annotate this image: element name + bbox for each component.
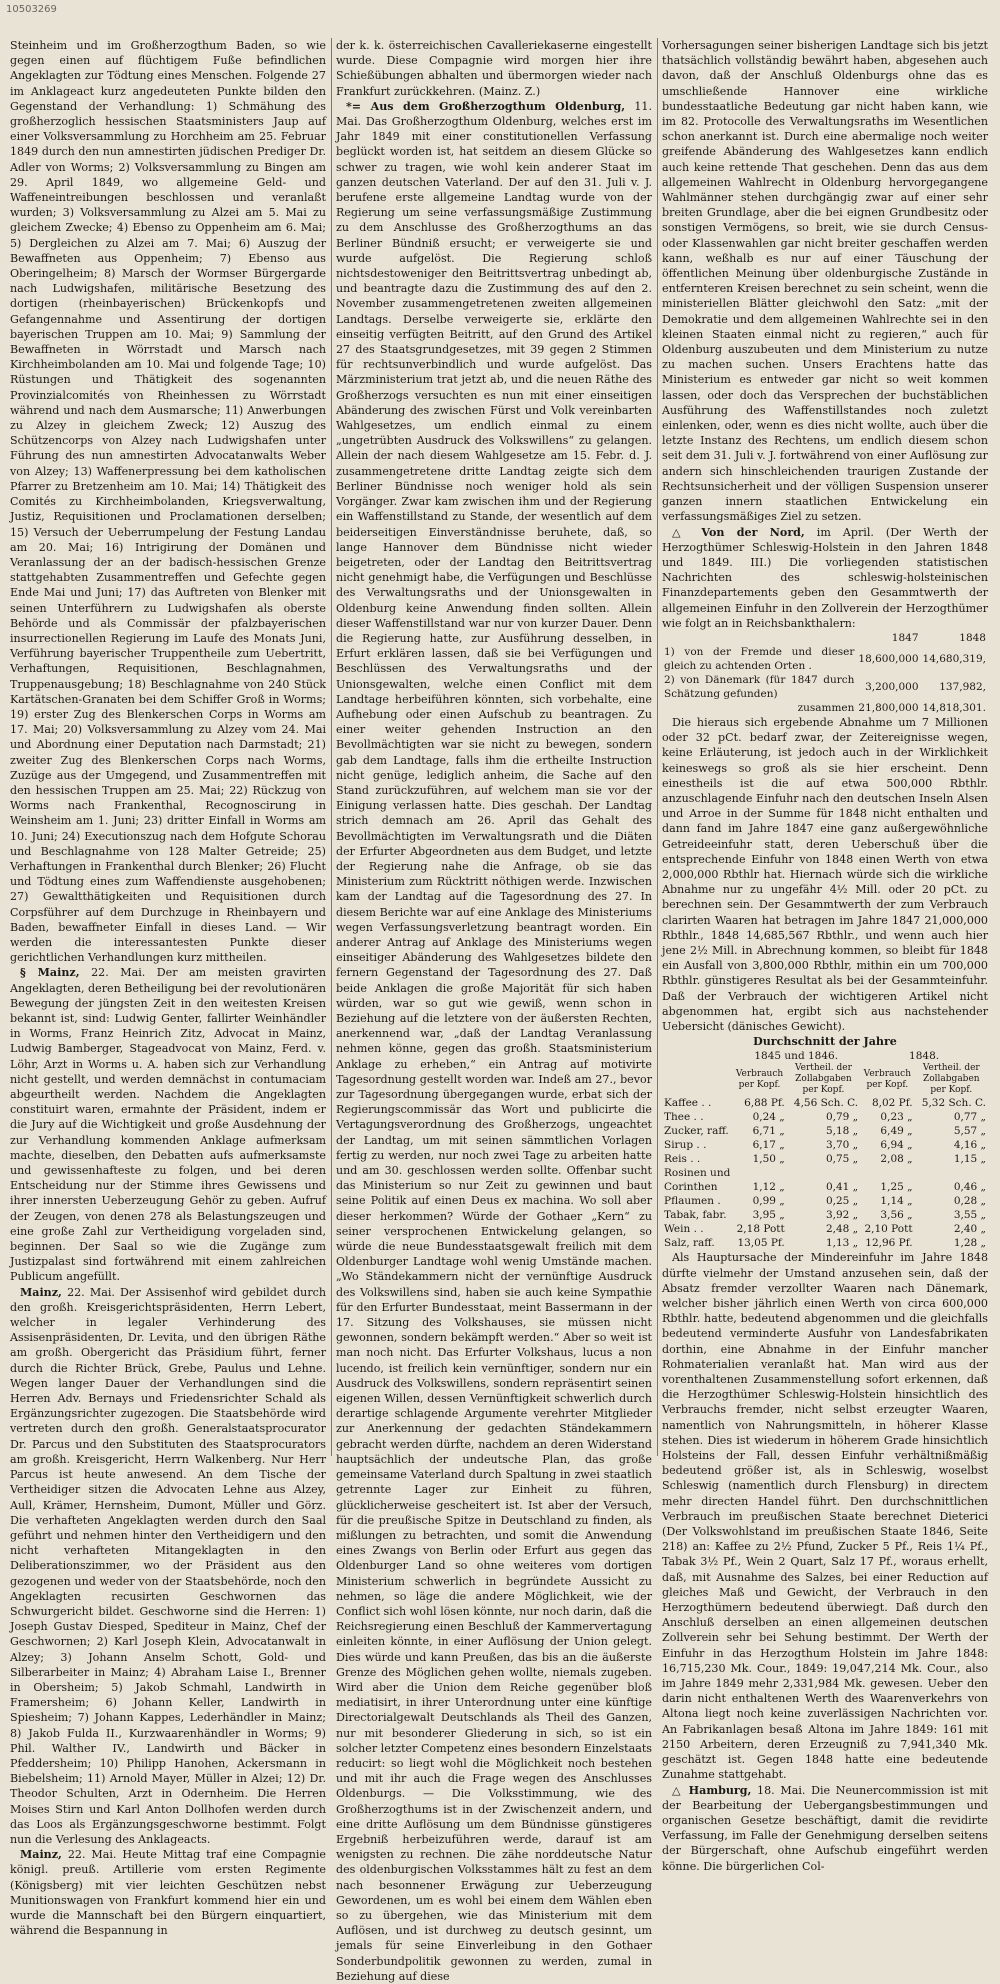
table-row <box>662 1096 988 1110</box>
table-cell <box>860 1166 914 1180</box>
table-cell <box>787 1166 860 1180</box>
table-cell: 1) von der Fremde und dieser gleich zu achtenden Orten . <box>664 645 855 672</box>
table-header: 1845 und 1846. <box>754 1050 839 1063</box>
table-cell: Pflaumen . <box>664 1195 721 1208</box>
article-paragraph <box>10 1285 326 1848</box>
table-cell: 4,16 „ <box>953 1139 986 1152</box>
article-paragraph <box>662 525 988 631</box>
table-header: Verbrauch per Kopf. <box>863 1068 912 1090</box>
table-cell: 137,982, <box>939 680 986 693</box>
table-cell: 0,25 „ <box>825 1195 859 1208</box>
table-cell: 8,02 Pf. <box>871 1097 913 1110</box>
article-paragraph: Die hieraus sich ergebende Abnahme um 7 Millionen oder 32 pCt. bedarf zwar, der Zeitereignisse wegen, keine Erläuterung, ist jedoch auch in der Wirklichkeit keineswegs so groß als sie hier erscheint. Denn einestheils ist die auf etwa 500,000 Rbthlr. anzuschlagende Einfuhr nach den deutschen Inseln Alsen und Arroe in der Summe für 1848 nicht enthalten und dann fand im Jahre 1847 eine ganz außergewöhnliche Getreideeinfuhr statt, deren Ueberschuß über die entsprechende Einfuhr von 1848 einen Werth von etwa 2,000,000 Rbthlr hat. Hiernach würde sich die wirkliche Abnahme nur zu ungefähr 4½ Mill. oder 20 pCt. zu berechnen sein. Der Gesammtwerth der zum Verbrauch clarirten Waaren hat betragen im Jahre 1847 21,000,000 Rbthlr., 1848 14,685,567 Rbthlr., und wenn auch hier jene 2½ Mill. in Abrechnung kommen, so bleibt für 1848 ein Ausfall von 3,800,000 Rbthlr, mithin ein um 700,000 Rbthlr. günstigeres Resultat als bei der Gesammteinfuhr. Daß der Verbrauch der wichtigeren Artikel nicht abgenommen hat, ergibt sich aus nachstehender Uebersicht (dänisches Gewicht). <box>662 715 988 1033</box>
table-cell: Reis . . <box>664 1153 701 1166</box>
dateline: *= Aus dem Großherzogthum Oldenburg, <box>346 99 626 113</box>
table-row <box>662 631 988 645</box>
table-cell: 13,05 Pf. <box>737 1237 785 1250</box>
table-cell: 21,800,000 <box>858 701 919 714</box>
table-cell: 2,18 Pott <box>736 1223 785 1236</box>
table-cell: 6,88 Pf. <box>744 1097 785 1110</box>
table-header <box>662 1063 732 1096</box>
article-text: 22. Mai. Der Assisenhof wird gebildet durch den großh. Kreisgerichtspräsidenten, Herrn Lebert, welcher in legaler Verhinderung des Assisenpräsidenten, Dr. Levita, und den übrigen Räthe am großh. Obergericht das Präsidium führt, ferner durch die Richter Brück, Grebe, Paulus und Lehne. Wegen langer Dauer der Verhandlungen sind die Herren Adv. Bernays und Friedensrichter Schald als Ergänzungsrichter zugezogen. Die Staatsbehörde wird vertreten durch den großh. Generalstaatsprocurator Dr. Parcus und den Substituten des Staatsprocurators am großh. Kreisgericht, Herrn Walkenberg. Nur Herr Parcus ist heute anwesend. An dem Tische der Vertheidiger sitzen die Advocaten Lehne aus Alzey, Aull, Krämer, Hernsheim, Dumont, Müller und Görz. Die verhafteten Angeklagten werden durch den Saal geführt und nehmen hinter den Vertheidigern und den nicht verhafteten Mitangeklagten in den Deliberationszimmer, wo der Präsident aus den gezogenen und weder von der Staatsbehörde, noch den Angeklagten recusirten Geschwornen das Schwurgericht bildet. Geschworne sind die Herren: 1) Joseph Gustav Diesped, Spediteur in Mainz, Chef der Geschwornen; 2) Karl Joseph Klein, Advocatanwalt in Alzey; 3) Johann Anselm Schott, Gold- und Silberarbeiter in Mainz; 4) Abraham Laise I., Brenner in Obersheim; 5) Jakob Schmahl, Landwirth in Framersheim; 6) Johann Keller, Landwirth in Spiesheim; 7) Johann Kappes, Lederhändler in Mainz; 8) Jakob Fulda II., Kurzwaarenhändler in Worms; 9) Phil. Walther IV., Landwirth und Bäcker in Pfeddersheim; 10) Philipp Hanohen, Ackersmann in Biebelsheim; 11) Arnold Mayer, Müller in Alzei; 12) Dr. Theodor Schulten, Arzt in Odernheim. Die Herren Moises Stirn und Karl Anton Dollhofen werden durch das Loos als Ergänzungsgeschworne bestimmt. Folgt nun die Verlesung des Anklageacts. <box>10 1285 326 1846</box>
column-rule <box>657 38 658 1456</box>
table-row <box>662 1166 988 1180</box>
table-cell: 1,12 „ <box>752 1181 785 1194</box>
table-cell: 1,14 „ <box>880 1195 913 1208</box>
article-paragraph <box>336 99 652 1984</box>
consumption-table <box>662 1049 988 1250</box>
article-text: 11. Mai. Das Großherzogthum Oldenburg, welches erst im Jahr 1849 mit einer constitutionellen Verfassung beglückt worden ist, hat seitdem an diesem Glücke so schwer zu tragen, wie wohl kein anderer Staat im ganzen deutschen Vaterland. Der auf den 31. Juli v. J. berufene erste allgemeine Landtag wurde von der Regierung um seine verfassungsmäßige Zustimmung zu dem Anschlusse des Großherzogthums an das Berliner Bündniß ersucht; er verweigerte sie und wurde aufgelöst. Die Regierung schloß nichtsdestoweniger den Beitrittsvertrag unbedingt ab, und beantragte dazu die Zustimmung des auf den 2. November zusammengetretenen zweiten allgemeinen Landtags. Derselbe verweigerte sie, erklärte den einseitig verfügten Beitritt, auf den Grund des Artikel 27 des Staatsgrundgesetzes, mit 39 gegen 2 Stimmen für rechtsunverbindlich und wurde aufgelöst. Das Märzministerium trat jetzt ab, und die neuen Räthe des Großherzogs versuchten es nun mit einer einseitigen Abänderung des zwischen Fürst und Volk vereinbarten Wahlgesetzes, um endlich einmal zu einem „ungetrübten Ausdruck des Volkswillens“ zu gelangen. Allein der nach diesem Wahlgesetze am 15. Febr. d. J. zusammengetretene dritte Landtag zeigte sich dem Berliner Bündnisse noch weniger hold als sein Vorgänger. Zwar kam zwischen ihm und der Regierung ein Waffenstillstand zu Stande, der wesentlich auf dem beiderseitigen Einverständnisse beruhete, daß, so lange Hannover dem Bündnisse nicht wieder beigetreten, oder der Landtag den Beitrittsvertrag nicht genehmigt habe, die Verfügungen und Beschlüsse des Verwaltungsraths und der Unionsgewalten in Oldenburg keine Anwendung finden sollten. Allein dieser Waffenstillstand war nur von kurzer Dauer. Denn die Regierung hatte, zur Ausführung desselben, in Erfurt erklären lassen, daß sie bei Verfügungen und Beschlüssen des Verwaltungsraths und der Unionsgewalten, welche einen Conflict mit dem Landtage herbeiführen könnten, sich vorbehalte, eine Aufhebung oder einen Aufschub zu beantragen. Zu einer weiter gehenden Instruction an den Bevollmächtigten war sie nicht zu bewegen, sondern gab dem Landtage, falls ihm die ertheilte Instruction nicht genüge, lediglich anheim, die Sache auf den Stand zurückzuführen, auf welchem man sie vor der Einigung verlassen hatte. Dies geschah. Der Landtag strich demnach am 26. April das Gehalt des Bevollmächtigten im Verwaltungsrath und die Diäten der Erfurter Abgeordneten aus dem Budget, und letzte der Regierung nahe die Anfrage, ob sie das Ministerium zum Rücktritt nöthigen werde. Inzwischen kam der Landtag auf die Tagesordnung des 27. In diesem Berichte war auf eine Anklage des Ministeriums wegen Verfassungsverletzung beantragt worden. Ein anderer Antrag auf Anklage des Ministeriums wegen einseitiger Abänderung des Wahlgesetzes bildete den fernern Gegenstand der Tagesordnung des 27. Daß beide Anklagen die große Majorität für sich haben würden, war so gut wie gewiß, wenn schon in Beziehung auf die letztere von der äußersten Rechten, anerkennend war, „daß der Landtag Veranlassung nehmen könne, gegen das großh. Staatsministerium Anklage zu erheben,“ ein Antrag auf motivirte Tagesordnung gestellt worden war. Indeß am 27., bevor zur Tagesordnung übergegangen wurde, erbat sich der Regierungscommissär das Wort und publicirte die Vertagungsverordnung des Großherzogs, ungeachtet der Landtag, um mit seinen sämmtlichen Vorlagen fertig zu werden, nur noch zwei Tage zu arbeiten hatte und am 30. geschlossen werden sollte. Offenbar sucht das Ministerium so nur Zeit zu gewinnen und baut seine Politik auf einen Deus ex machina. Wo soll aber dieser herkommen? Würde der Gothaer „Kern“ zu seiner versprochenen Entwickelung gelangen, so würde die neue Bundesstaatsgewalt freilich mit dem Oldenburger Landtage wohl wenig Umstände machen. „Wo Ständekammern nicht der vernünftige Ausdruck des Volkswillens sind, haben sie auch keine Sympathie für den Erfurter Bundesstaat, meint Bassermann in der 17. Sitzung des Volkshauses, sie müssen nicht gewonnen, sondern bekämpft werden.“ Aber so weit ist man noch nicht. Das Erfurter Volkshaus, lucus a non lucendo, ist freilich kein vernünftiger, sondern nur ein Ausdruck des Volkswillens, sondern repräsentirt seinen eigenen Willen, dessen Vernünftigkeit schwerlich durch derartige schlagende Argumente verehrter Mitglieder zur Anerkennung der gedachten Ständekammern gebracht werden dürfte, nachdem an deren Widerstand hauptsächlich der undeutsche Plan, das große gemeinsame Vaterland durch Spaltung in zwei staatlich getrennte Lager zur Einheit zu führen, glücklicherweise gescheitert ist. Ist aber der Versuch, für die preußische Spitze in Deutschland zu finden, als mißlungen zu betrachten, und somit die Anwendung eines Zwangs von Berlin oder Erfurt aus gegen das Oldenburger Land so ohne weiteres vom dortigen Ministerium schwerlich in begründete Aussicht zu nehmen, so läge die andere Möglichkeit, wie der Conflict sich wohl lösen könnte, nur noch darin, daß die Reichsregierung einen Beschluß der Kammervertagung einleiten könnte, in einer Auflösung der Union gelegt. Dies würde und kann Preußen, das bis an die äußerste Grenze des Möglichen gehen wollte, niemals zugeben. Wird aber die Union dem Reiche gegenüber bloß mediatisirt, in ihrer Unterordnung unter eine künftige Directorialgewalt Deutschlands als Theil des Ganzen, nur mit besonderer Gliederung in sich, so ist ein solcher letzter Competenz eines besondern Einzelstaats reducirt: so liegt wohl die Möglichkeit noch bestehen und mit ihr auch die Frage wegen des Anschlusses Oldenburgs. — Die Volksstimmung, wie des Großherzogthums ist in der Zwischenzeit andern, und eine dritte Auflösung um dem Bündnisse günstigeres Ergebniß herbeizuführen werde, darauf ist am wenigsten zu rechnen. Die zähe norddeutsche Natur des oldenburgischen Volksstammes hält zu fest an dem nach besonnener Erwägung zur Ueberzeugung Gewordenen, um es wohl bei einem dem Wählen eben so zu übergehen, wie das Ministerium mit dem Auflösen, und ist durchweg zu deutsch gesinnt, um jemals für seine Einverleibung in den Gothaer Sonderbundpolitik gewonnen zu werden, zumal in Beziehung auf diese <box>336 99 652 1983</box>
table-cell: 2,08 „ <box>880 1153 913 1166</box>
table-cell: 0,75 „ <box>825 1153 859 1166</box>
table-cell: 4,56 Sch. C. <box>793 1097 859 1110</box>
table-cell: 1,25 „ <box>880 1181 913 1194</box>
table-cell: 5,57 „ <box>953 1125 986 1138</box>
article-paragraph: der k. k. österreichischen Cavalleriekaserne eingestellt wurde. Diese Compagnie wird morgen hier ihre Schießübungen abhalten und übermorgen wieder nach Frankfurt zurückkehren. (Mainz. Z.) <box>336 39 652 98</box>
table-cell: Corinthen <box>664 1181 718 1194</box>
dateline: § Mainz, <box>20 966 80 980</box>
table-cell: 3,92 „ <box>825 1209 859 1222</box>
table-title: Durchschnitt der Jahre <box>753 1035 897 1049</box>
table-header: Vertheil. der Zollabgaben per Kopf. <box>922 1063 980 1096</box>
table-cell: 0,99 „ <box>752 1195 785 1208</box>
table-row <box>662 1194 988 1208</box>
table-cell: 6,49 „ <box>880 1125 913 1138</box>
table-cell: 3,56 „ <box>880 1209 913 1222</box>
table-cell: 3,95 „ <box>752 1209 785 1222</box>
table-header: 1848 <box>959 631 986 644</box>
table-row <box>662 1236 988 1250</box>
table-cell: 0,46 „ <box>953 1181 986 1194</box>
table-cell: 3,200,000 <box>865 680 919 693</box>
table-row <box>662 673 988 701</box>
table-cell <box>732 1166 786 1180</box>
table-header: 1848. <box>909 1050 940 1063</box>
table-row <box>662 1180 988 1194</box>
dateline: Mainz, <box>20 1848 62 1862</box>
table-cell <box>915 1166 988 1180</box>
table-cell: 18,600,000 <box>858 652 919 665</box>
table-cell: Wein . . <box>664 1223 704 1236</box>
table-header: Verbrauch per Kopf. <box>735 1068 784 1090</box>
table-cell: 6,71 „ <box>752 1125 785 1138</box>
table-cell: 1,13 „ <box>825 1237 859 1250</box>
column-2 <box>336 38 652 1983</box>
article-paragraph <box>10 1847 326 1938</box>
table-row <box>662 645 988 673</box>
column-3 <box>662 38 988 1873</box>
table-cell: 0,23 „ <box>880 1111 913 1124</box>
table-row <box>662 1124 988 1138</box>
table-cell: 3,55 „ <box>953 1209 986 1222</box>
table-cell: 0,24 „ <box>752 1111 785 1124</box>
table-row <box>662 1208 988 1222</box>
table-cell: 2) von Dänemark (für 1847 durch Schätzung gefunden) <box>664 673 855 700</box>
table-row <box>662 1049 988 1063</box>
table-cell: Tabak, fabr. <box>664 1209 727 1222</box>
dateline: Mainz, <box>20 1285 62 1299</box>
table-cell: 1,50 „ <box>752 1153 785 1166</box>
table-cell: Kaffee . . <box>664 1097 712 1110</box>
table-row <box>662 1222 988 1236</box>
table-row <box>662 1138 988 1152</box>
table-row <box>662 1152 988 1166</box>
article-paragraph: Steinheim und im Großherzogthum Baden, so wie gegen einen auf flüchtigem Fuße befindlichen Angeklagten zur Tödtung eines Menschen. Folgende 27 im Anklageact kurz angedeuteten Punkte bilden den Gegenstand der Verhandlung: 1) Schmähung des großherzoglich hessischen Staatsministers Jaup auf einer Volksversammlung zu Horchheim am 25. Februar 1849 durch den nun amnestirten jüdischen Prediger Dr. Adler von Worms; 2) Volksversammlung zu Bingen am 29. April 1849, wo allgemeine Geld- und Waffeneintreibungen beschlossen und veranlaßt wurden; 3) Volksversammlung zu Alzei am 5. Mai zu gleichem Zwecke; 4) Ebenso zu Oppenheim am 6. Mai; 5) Dergleichen zu Alzei am 7. Mai; 6) Auszug der Bewaffneten aus Oppenheim; 7) Ebenso aus Oberingelheim; 8) Marsch der Wormser Bürgergarde nach Ludwigshafen, militärische Besetzung des dortigen (rheinbayerischen) Brückenkopfs und Gefangennahme und Assentirung der dortigen bayerischen Truppen am 10. Mai; 9) Sammlung der Bewaffneten in Wörrstadt und Marsch nach Kirchheimbolanden am 10. Mai und folgende Tage; 10) Rüstungen und Thätigkeit des sogenannten Provinzialcomités von Rheinhessen zu Wörrstadt während und nach dem Ausmarsche; 11) Anwerbungen zu Alzey in gleichem Zweck; 12) Auszug des Schützencorps von Alzey nach Ludwigshafen unter Führung des nun amnestirten Advocatanwalts Weber von Alzey; 13) Waffenerpressung bei dem katholischen Pfarrer zu Bretzenheim am 10. Mai; 14) Thätigkeit des Comités zu Kirchheimbolanden, Kriegsverwaltung, Justiz, Requisitionen und Proclamationen derselben; 15) Versuch der Ueberrumpelung der Festung Landau am 20. Mai; 16) Intrigirung der Domänen und Veranlassung der an der badisch-hessischen Grenze stattgehabten Zusammentreffen und Gefechte gegen Ende Mai und Juni; 17) das Auftreten von Blenker mit seinen Unterführern zu Ludwigshafen als oberste Behörde und als Commissär der pfalzbayerischen insurrectionellen Regierung im Laufe des Monats Juni, Verführung bayerischer Truppentheile zum Uebertritt, Verhaftungen, Requisitionen, Beschlagnahmen, Truppenausgebung; 18) Beschlagnahme von 240 Stück Kartätschen-Granaten bei dem Schiffer Groß in Worms; 19) erster Zug des Blenkerschen Corps in Worms am 17. Mai; 20) Volksversammlung zu Alzey vom 24. Mai und Abordnung einer Deputation nach Darmstadt; 21) zweiter Zug des Blenkerschen Corps nach Worms, Zuzüge aus der Umgegend, und Zusammentreffen mit den hessischen Truppen am 25. Mai; 22) Rückzug von Worms nach Frankenthal, Recognoscirung in Weinsheim am 1. Juni; 23) dritter Einfall in Worms am 10. Juni; 24) Executionszug nach dem Hofgute Schorau und Beschlagnahme von 128 Malter Getreide; 25) Verhaftungen in Frankenthal durch Blenker; 26) Flucht und Tödtung eines zum Waffendienste ausgehobenen; 27) Gewaltthätigkeiten und Requisitionen durch Corpsführer auf dem Durchzuge in Rheinbayern und Baden, bewaffneter Einfall in dieses Land. — Wir werden die interessantesten Punkte dieser gerichtlichen Verhandlungen kurz mittheilen. <box>10 39 326 965</box>
table-header: 1847 <box>891 631 919 644</box>
table-cell: Sirup . . <box>664 1139 707 1152</box>
article-paragraph: Als Hauptursache der Mindereinfuhr im Jahre 1848 dürfte vielmehr der Umstand anzusehen sein, daß der Absatz fremder verzollter Waaren nach Dänemark, welcher bisher jährlich einen Werth von circa 600,000 Rbthlr. hatte, bedeutend abgenommen und die gleichfalls bedeutend verminderte Ausfuhr von Landesfabrikaten dorthin, eine Abnahme in der Einfuhr mancher Rohmaterialien veranlaßt hat. Man wird aus der vorenthaltenen Zusammenstellung sofort erkennen, daß die Herzogthümer Schleswig-Holstein hinsichtlich des Verbrauchs fremder, nicht selbst erzeugter Waaren, namentlich von Nahrungsmitteln, in höherer Klasse stehen. Dies ist wiederum in höherem Grade hinsichtlich Holsteins der Fall, dessen Einfuhr verhältnißmäßig bedeutend größer ist, als in Schleswig, woselbst Schleswig (namentlich durch Flensburg) in directem mehr directen Handel führt. Den durchschnittlichen Verbrauch im preußischen Staate berechnet Dieterici (Der Volkswohlstand im preußischen Staate 1846, Seite 218) an: Kaffee zu 2½ Pfund, Zucker 5 Pf., Reis 1¼ Pf., Tabak 3½ Pf., Wein 2 Quart, Salz 17 Pf., woraus erhellt, daß, mit Ausnahme des Salzes, bei einer Reduction auf gleiches Maß und Gewicht, der Verbrauch in den Herzogthümern bedeutend überwiegt. Daß durch den Anschluß derselben an einen allgemeinen deutschen Zollverein sehr bei Sehung bestimmt. Der Werth der Einfuhr in das Herzogthum Holstein im Jahre 1848: 16,715,230 Mk. Cour., 1849: 19,047,214 Mk. Cour., also im Jahre 1849 mehr 2,331,984 Mk. gewesen. Ueber den darin nicht enthaltenen Werth des Waarenverkehrs von Altona liegt noch keine zuverlässigen Nachrichten vor. An Fabrikanlagen besaß Altona im Jahre 1849: 161 mit 2150 Arbeitern, deren Erzeugniß zu 7,941,340 Mk. geschätzt ist. Gegen 1848 hatte eine bedeutende Zunahme stattgehabt. <box>662 1251 988 1782</box>
table-row <box>662 1110 988 1124</box>
dateline: △ Von der Nord, <box>672 525 805 539</box>
table-cell: 2,40 „ <box>953 1223 986 1236</box>
article-paragraph: Vorhersagungen seiner bisherigen Landtage sich bis jetzt thatsächlich vollständig bewährt haben, abgesehen auch davon, daß der Anschluß Oldenburgs ohne das es umschließende Hannover eine wirkliche bundesstaatliche Bedeutung gar nicht haben kann, wie im 82. Protocolle des Verwaltungsraths im Wesentlichen schon anerkannt ist. Durch eine abermalige noch weiter greifende Abänderung des Wahlgesetzes kann endlich auch keine rettende That geschehen. Denn das aus dem allgemeinen Wahlrecht in Oldenburg hervorgegangene Wahlmänner stehen durchgängig zwar auf einer sehr breiten Grundlage, aber die bei eignen Grundbesitz oder sonstigen Vermögens, so breit, wie sie durch Census- oder Klassenwahlen gar nicht breiter geschaffen werden kann, weßhalb es nur auf einer Täuschung der öffentlichen Meinung über oldenburgische Zustände in entfernteren Kreisen berechnet zu sein scheint, wenn die ministeriellen Blätter gleichwohl den Satz: „mit der Demokratie und dem allgemeinen Wahlrechte sei in den kleinen Staaten einmal nicht zu regieren,“ auch für Oldenburg auszubeuten und dem Ministerium zu nutze zu machen suchen. Unsers Erachtens hatte das Ministerium es entweder gar nicht so weit kommen lassen, oder doch das Versprechen der buchstäblichen Ausführung des Waffenstillstandes noch zuletzt einlenken, oder, wenn es dies nicht wollte, auch über die letzte Instanz des Rechtens, um endlich diesem schon seit dem 31. Juli v. J. fortwährend von einer Auflösung zur andern sich hinschleichenden traurigen Zustande der Rechtsunsicherheit und der völligen Suspension unserer ganzen innern staatlichen Entwickelung ein verfassungsmäßiges Ziel zu setzen. <box>662 39 988 524</box>
table-cell: Thee . . <box>664 1111 704 1124</box>
table-cell: 12,96 Pf. <box>865 1237 913 1250</box>
table-cell: 1,15 „ <box>953 1153 986 1166</box>
table-cell: 14,680,319, <box>922 652 986 665</box>
table-cell: 3,70 „ <box>825 1139 859 1152</box>
article-text: 18. Mai. Die Neunercommission ist mit der Bearbeitung der Uebergangsbestimmungen und organischen Gesetze beschäftigt, damit die revidirte Verfassung, im Falle der Genehmigung derselben seitens der Bürgerschaft, ohne Aufschub eingeführt werden könne. Die bürgerlichen Col- <box>662 1783 988 1873</box>
table-cell: zusammen <box>797 701 855 714</box>
table-row <box>662 1063 988 1096</box>
table-cell: 1,28 „ <box>953 1237 986 1250</box>
article-text: im April. (Der Werth der Herzogthümer Schleswig-Holstein in den Jahren 1848 und 1849. III.) Die vorliegenden statistischen Nachrichten des schleswig-holsteinischen Finanzdepartements geben den Gesammtwerth der allgemeinen Einfuhr in den Zollverein der Herzogthümer wie folgt an in Reichsbankthalern: <box>662 525 988 630</box>
table-cell: Zucker, raff. <box>664 1125 729 1138</box>
column-1 <box>10 38 326 1938</box>
article-paragraph <box>10 965 326 1284</box>
table-cell: 6,94 „ <box>880 1139 913 1152</box>
table-row <box>662 701 988 715</box>
table-cell: 0,79 „ <box>825 1111 859 1124</box>
table-cell: 2,48 „ <box>825 1223 859 1236</box>
dateline: △ Hamburg, <box>672 1783 752 1797</box>
table-cell: 6,17 „ <box>752 1139 785 1152</box>
article-text: 22. Mai. Heute Mittag traf eine Compagnie königl. preuß. Artillerie vom ersten Regimente (Königsberg) mit vier leichten Geschützen nebst Munitionswagen von Frankfurt kommend hier ein und wurde die Mannschaft bei den Bürgern einquartiert, während die Bespannung in <box>10 1848 326 1938</box>
table-cell: Rosinen und <box>664 1167 731 1180</box>
table-subheader <box>662 1063 988 1096</box>
table-body <box>662 1096 988 1250</box>
table-cell: 0,77 „ <box>953 1111 986 1124</box>
article-text: 22. Mai. Der am meisten gravirten Angeklagten, deren Betheiligung bei der revolutionären Bewegung der jüngsten Zeit in den weitesten Kreisen bekannt ist, sind: Ludwig Genter, fallirter Weinhändler in Worms, Franz Heinrich Zitz, Advocat in Mainz, Ludwig Bamberger, Stageadvocat von Mainz, Ferd. v. Löhr, Arzt in Worms u. A. haben sich zur Verhandlung nicht gestellt, und werden demnächst in contumaciam abgeurtheilt werden. Nachdem die Angeklagten constituirt waren, ermahnte der Präsident, indem er die Jury auf die Wichtigkeit und große Ausdehnung der zur Verhandlung kommenden Anklage aufmerksam machte, dieselben, den Debatten aufs aufmerksamste und gewissenhafteste zu folgen, und bei deren Entscheidung nur der Stimme ihres Gewissens und ihrer innersten Ueberzeugung Gehör zu geben. Aufruf der Zeugen, von denen 278 als Belastungszeugen und eine große Zahl zur Vertheidigung vorgeladen sind, beginnen. Der Saal so wie die Zugänge zum Justizpalast sind fortwährend mit einem zahlreichen Publicum angefüllt. <box>10 966 326 1284</box>
table-cell: 0,41 „ <box>825 1181 859 1194</box>
table-cell: 2,10 Pott <box>864 1223 913 1236</box>
table-cell: 5,18 „ <box>825 1125 859 1138</box>
page-id: 10503269 <box>6 4 57 15</box>
table-cell: 0,28 „ <box>953 1195 986 1208</box>
table-cell: 5,32 Sch. C. <box>921 1097 986 1110</box>
article-paragraph <box>662 1783 988 1874</box>
imports-table <box>662 631 988 715</box>
table-header: Vertheil. der Zollabgaben per Kopf. <box>794 1063 852 1096</box>
column-rule <box>331 38 332 1456</box>
table-cell: 14,818,301. <box>922 701 986 714</box>
table-cell: Salz, raff. <box>664 1237 715 1250</box>
